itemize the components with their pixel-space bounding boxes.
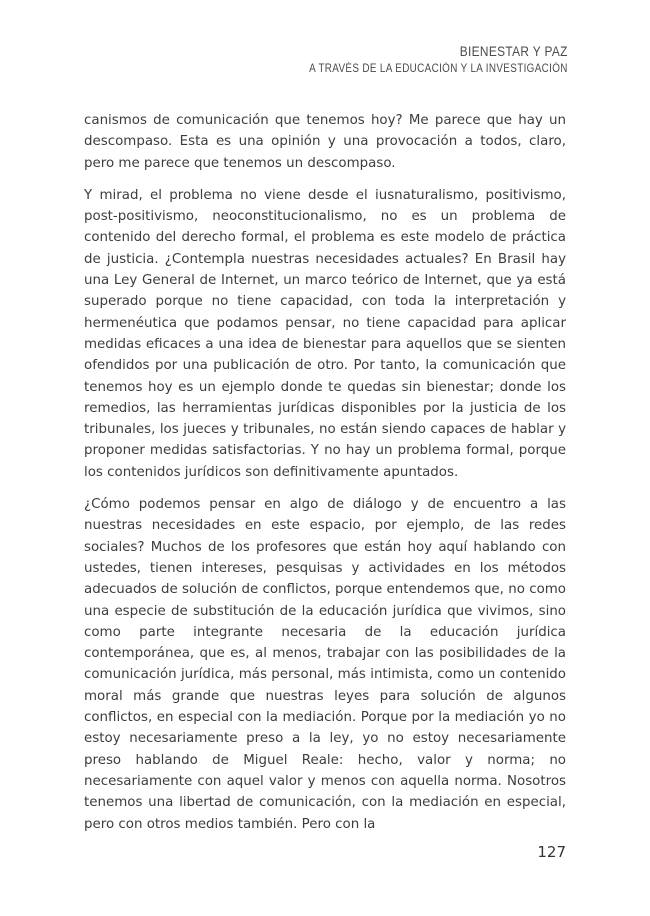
page-number: 127 [537,843,566,861]
book-subtitle: A TRAVÉS DE LA EDUCACIÓN Y LA INVESTIGACIÓN [309,63,568,75]
book-title: BIENESTAR Y PAZ [459,44,568,59]
paragraph: Y mirad, el problema no viene desde el iusnaturalismo, positivismo, post-positivismo, neoconstitucionalismo, no es un problema de contenido del derecho formal, el problema es este modelo de práctica de justicia. ¿Contempla nuestras necesidades actuales? En Brasil hay una Ley General de Internet, un marco teórico de Internet, que ya está superado porque no tiene capacidad, con toda la interpretación y hermenéutica que podamos pensar, no tiene capacidad para aplicar medidas eficaces a una idea de bienestar para aquellos que se sienten ofendidos por una publicación de otro. Por tanto, la comunicación que tenemos hoy es un ejemplo donde te quedas sin bienestar; donde los remedios, las herramientas jurídicas disponibles por la justicia de los tribunales, los jueces y tribunales, no están siendo capaces de hablar y proponer medidas satisfactorias. Y no hay un problema formal, porque los contenidos jurídicos son definitivamente apuntados. [84,187,566,480]
running-header [267,42,568,77]
paragraph: ¿Cómo podemos pensar en algo de diálogo y de encuentro a las nuestras necesidades en este espacio, por ejemplo, de las redes sociales? Muchos de los profesores que están hoy aquí hablando con ustedes, tienen intereses, pesquisas y actividades en los métodos adecuados de solución de conflictos, porque entendemos que, no como una especie de substitución de la educación jurídica que vivimos, sino como parte integrante necesaria de la educación jurídica contemporánea, que es, al menos, trabajar con las posibilidades de la comunicación jurídica, más personal, más intimista, como un contenido moral más grande que nuestras leyes para solución de algunos conflictos, en especial con la mediación. Porque por la mediación yo no estoy necesariamente preso a la ley, yo no estoy necesariamente preso hablando de Miguel Reale: hecho, valor y norma; no necesariamente con aquel valor y menos con aquella norma. Nosotros tenemos una libertad de comunicación, con la mediación en especial, pero con otros medios también. Pero con la [84,497,566,832]
paragraph: canismos de comunicación que tenemos hoy? Me parece que hay un descompaso. Esta es una opinión y una provocación a todos, claro, pero me parece que tenemos un descompaso. [84,113,566,171]
body-text [84,110,566,846]
